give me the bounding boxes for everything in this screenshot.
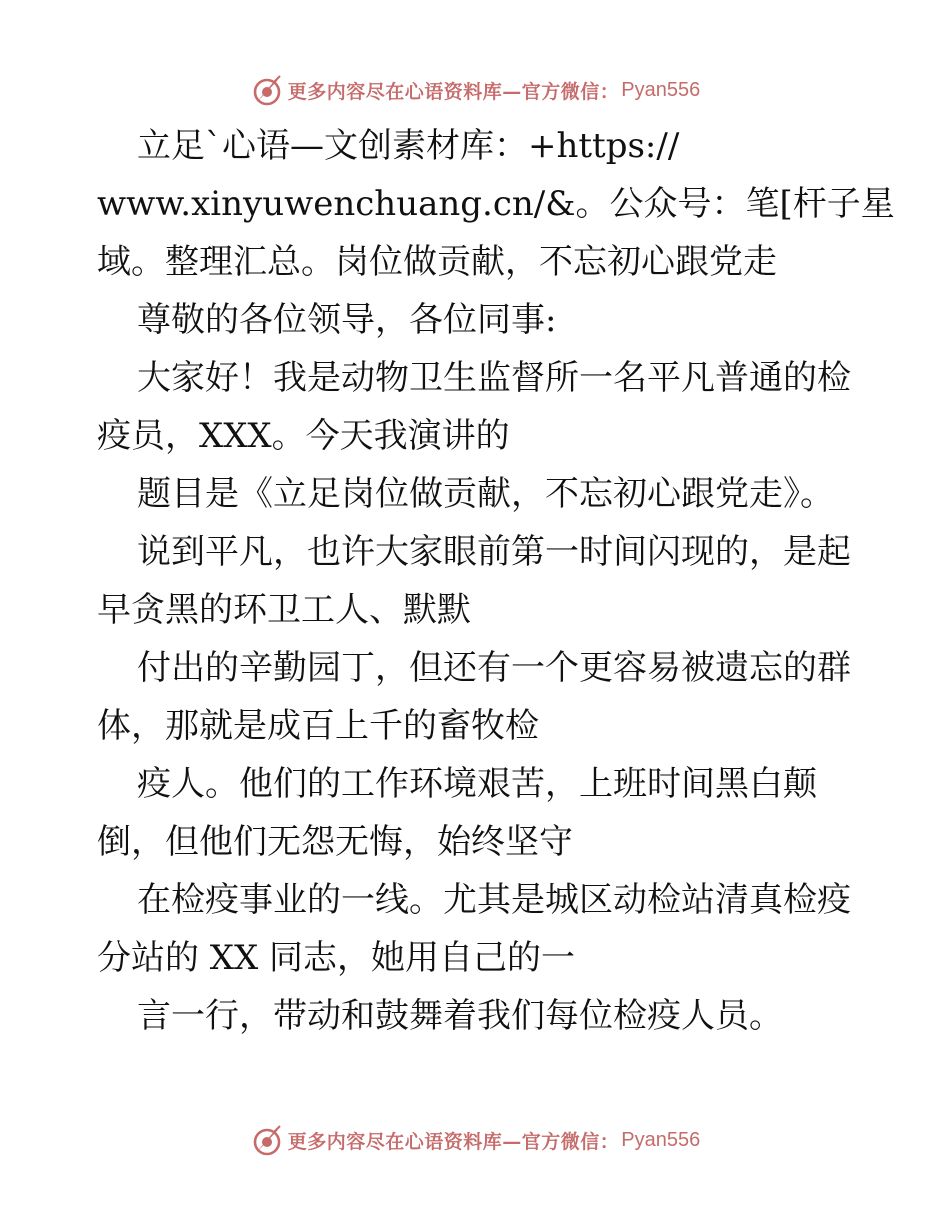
text-line: 疫人。他们的工作环境艰苦，上班时间黑白颠 bbox=[137, 764, 817, 804]
quill-pen-logo-icon bbox=[250, 1123, 284, 1157]
text-line: 疫员，XXX。今天我演讲的 bbox=[97, 416, 510, 456]
text-line: 分站的 XX 同志，她用自己的一 bbox=[97, 938, 576, 978]
text-line: 域。整理汇总。岗位做贡献，不忘初心跟党走 bbox=[97, 242, 777, 282]
text-line: 倒，但他们无怨无悔，始终坚守 bbox=[97, 822, 573, 862]
footer-watermark bbox=[0, 1120, 950, 1160]
watermark-text: 更多内容尽在心语资料库—官方微信： bbox=[287, 80, 620, 103]
header-watermark bbox=[0, 70, 950, 110]
text-line: 立足`心语—文创素材库：+https:// bbox=[137, 126, 680, 166]
watermark-text: 更多内容尽在心语资料库—官方微信： bbox=[287, 1130, 620, 1153]
text-line: 尊敬的各位领导，各位同事: bbox=[137, 300, 557, 340]
text-line: 题目是《立足岗位做贡献，不忘初心跟党走》。 bbox=[137, 474, 834, 514]
text-line: 付出的辛勤园丁，但还有一个更容易被遗忘的群 bbox=[137, 648, 851, 688]
watermark-handle: Pyan556 bbox=[621, 78, 701, 101]
watermark-handle: Pyan556 bbox=[621, 1128, 701, 1151]
text-line: 言一行，带动和鼓舞着我们每位检疫人员。 bbox=[137, 996, 783, 1036]
text-line: 在检疫事业的一线。尤其是城区动检站清真检疫 bbox=[137, 880, 851, 920]
text-line: 体，那就是成百上千的畜牧检 bbox=[97, 706, 539, 746]
text-line: 说到平凡，也许大家眼前第一时间闪现的，是起 bbox=[137, 532, 851, 572]
text-line: 早贪黑的环卫工人、默默 bbox=[97, 590, 471, 630]
quill-pen-logo-icon bbox=[250, 73, 284, 107]
document-body bbox=[97, 124, 895, 1052]
text-line: 大家好！我是动物卫生监督所一名平凡普通的检 bbox=[137, 358, 851, 398]
text-line: www.xinyuwenchuang.cn/&。公众号：笔[杆子星 bbox=[97, 184, 895, 224]
